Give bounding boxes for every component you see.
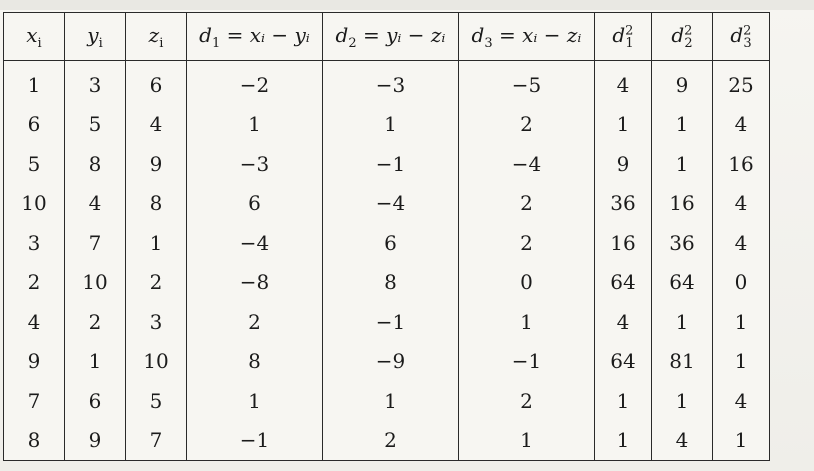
cell-xi: 10 — [4, 184, 65, 224]
cell-yi: 6 — [65, 381, 126, 421]
header-d2-squared: $d^2_2$ — [652, 13, 713, 61]
header-d1-squared: $d^2_1$ — [595, 13, 652, 61]
cell-d2-squared: 1 — [652, 144, 713, 184]
table-body — [4, 61, 770, 461]
cell-d1: −4 — [187, 223, 323, 263]
cell-d3: 2 — [459, 223, 595, 263]
cell-d2: 2 — [323, 421, 459, 461]
cell-d3-squared: 25 — [713, 61, 770, 105]
rank-difference-table — [3, 12, 770, 461]
cell-yi: 4 — [65, 184, 126, 224]
cell-d1-squared: 36 — [595, 184, 652, 224]
cell-zi: 10 — [126, 342, 187, 382]
cell-d2-squared: 64 — [652, 263, 713, 303]
header-zi: $z_i$ — [126, 13, 187, 61]
cell-d3: 2 — [459, 184, 595, 224]
cell-d1-squared: 64 — [595, 263, 652, 303]
cell-yi: 8 — [65, 144, 126, 184]
cell-xi: 3 — [4, 223, 65, 263]
cell-d2: −4 — [323, 184, 459, 224]
cell-d1-squared: 4 — [595, 61, 652, 105]
table-row — [4, 381, 770, 421]
cell-d3-squared: 4 — [713, 105, 770, 145]
cell-d1-squared: 1 — [595, 381, 652, 421]
cell-d1-squared: 64 — [595, 342, 652, 382]
cell-d3: 2 — [459, 381, 595, 421]
cell-d1: −2 — [187, 61, 323, 105]
table-row — [4, 302, 770, 342]
cell-d1: 2 — [187, 302, 323, 342]
cell-d3-squared: 1 — [713, 342, 770, 382]
cell-d3-squared: 4 — [713, 223, 770, 263]
cell-d3: 0 — [459, 263, 595, 303]
cell-d3-squared: 4 — [713, 381, 770, 421]
cell-yi: 2 — [65, 302, 126, 342]
cell-d2: −9 — [323, 342, 459, 382]
cell-d2-squared: 1 — [652, 381, 713, 421]
header-d3-squared: $d^2_3$ — [713, 13, 770, 61]
cell-d2: 6 — [323, 223, 459, 263]
cell-d2: −1 — [323, 144, 459, 184]
cell-d1-squared: 4 — [595, 302, 652, 342]
table-row — [4, 144, 770, 184]
cell-d1: 1 — [187, 105, 323, 145]
cell-d2: 8 — [323, 263, 459, 303]
cell-d1-squared: 16 — [595, 223, 652, 263]
header-d2: $d_2$ = yᵢ − zᵢ — [323, 13, 459, 61]
cell-yi: 7 — [65, 223, 126, 263]
header-yi: $y_i$ — [65, 13, 126, 61]
cell-d1: 6 — [187, 184, 323, 224]
cell-d3: 2 — [459, 105, 595, 145]
cell-zi: 1 — [126, 223, 187, 263]
cell-d3-squared: 4 — [713, 184, 770, 224]
header-xi: $x_i$ — [4, 13, 65, 61]
cell-d3-squared: 16 — [713, 144, 770, 184]
cell-zi: 5 — [126, 381, 187, 421]
cell-d1-squared: 1 — [595, 421, 652, 461]
cell-d2-squared: 36 — [652, 223, 713, 263]
cell-zi: 8 — [126, 184, 187, 224]
cell-d1: −8 — [187, 263, 323, 303]
cell-zi: 4 — [126, 105, 187, 145]
cell-d2: −3 — [323, 61, 459, 105]
cell-d3: −5 — [459, 61, 595, 105]
cell-yi: 9 — [65, 421, 126, 461]
cell-d2-squared: 9 — [652, 61, 713, 105]
cell-zi: 2 — [126, 263, 187, 303]
cell-d3: −1 — [459, 342, 595, 382]
header-d3: $d_3$ = xᵢ − zᵢ — [459, 13, 595, 61]
cell-d2-squared: 81 — [652, 342, 713, 382]
cell-xi: 9 — [4, 342, 65, 382]
table-row — [4, 184, 770, 224]
cell-d3: 1 — [459, 302, 595, 342]
cell-d2-squared: 1 — [652, 105, 713, 145]
cell-d3: 1 — [459, 421, 595, 461]
cell-xi: 4 — [4, 302, 65, 342]
cell-xi: 6 — [4, 105, 65, 145]
cell-d1: 8 — [187, 342, 323, 382]
cell-d1: −1 — [187, 421, 323, 461]
cell-yi: 10 — [65, 263, 126, 303]
table-row — [4, 61, 770, 105]
cell-xi: 1 — [4, 61, 65, 105]
cell-xi: 2 — [4, 263, 65, 303]
table-row — [4, 223, 770, 263]
cell-yi: 5 — [65, 105, 126, 145]
cell-xi: 8 — [4, 421, 65, 461]
table-row — [4, 342, 770, 382]
cell-d2: 1 — [323, 381, 459, 421]
cell-d2-squared: 16 — [652, 184, 713, 224]
top-strip — [0, 0, 814, 10]
cell-d1: −3 — [187, 144, 323, 184]
cell-d2: −1 — [323, 302, 459, 342]
cell-d3-squared: 1 — [713, 302, 770, 342]
header-row — [4, 13, 770, 61]
cell-yi: 3 — [65, 61, 126, 105]
cell-d2: 1 — [323, 105, 459, 145]
cell-d2-squared: 4 — [652, 421, 713, 461]
table-row — [4, 421, 770, 461]
cell-yi: 1 — [65, 342, 126, 382]
cell-zi: 7 — [126, 421, 187, 461]
cell-d1-squared: 9 — [595, 144, 652, 184]
header-d1: $d_1$ = xᵢ − yᵢ — [187, 13, 323, 61]
cell-d1-squared: 1 — [595, 105, 652, 145]
cell-d3-squared: 1 — [713, 421, 770, 461]
cell-d2-squared: 1 — [652, 302, 713, 342]
cell-d3-squared: 0 — [713, 263, 770, 303]
cell-zi: 9 — [126, 144, 187, 184]
table-row — [4, 105, 770, 145]
cell-xi: 5 — [4, 144, 65, 184]
cell-d3: −4 — [459, 144, 595, 184]
cell-d1: 1 — [187, 381, 323, 421]
cell-zi: 6 — [126, 61, 187, 105]
table-row — [4, 263, 770, 303]
cell-zi: 3 — [126, 302, 187, 342]
cell-xi: 7 — [4, 381, 65, 421]
